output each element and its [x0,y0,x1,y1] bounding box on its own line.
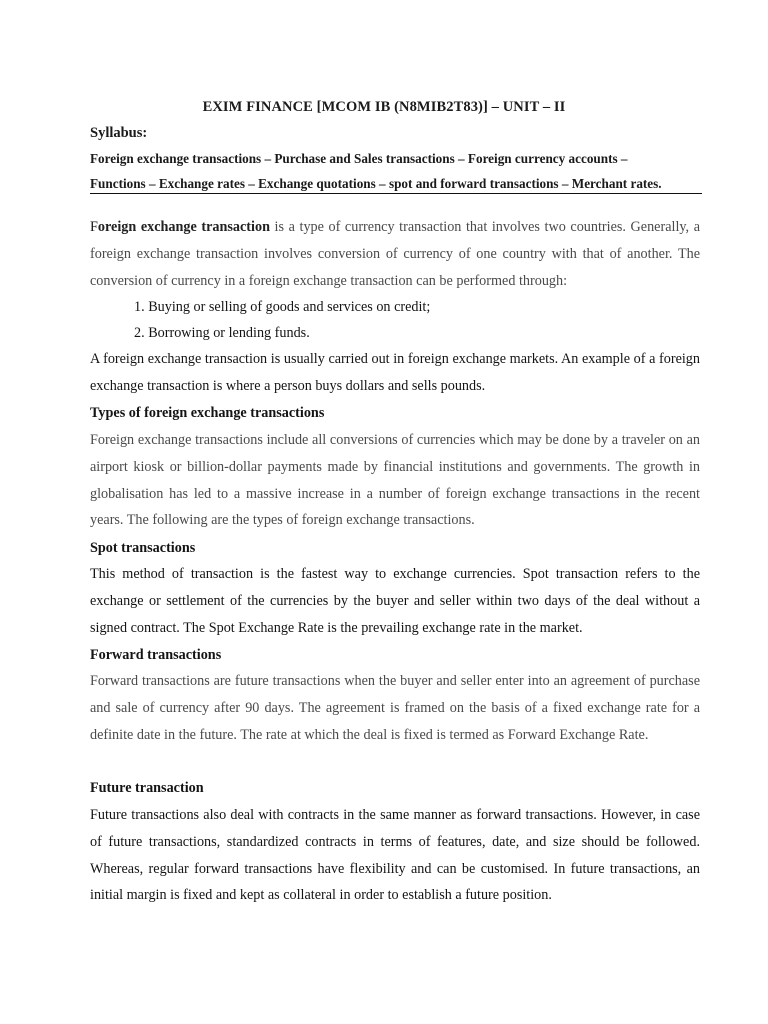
syllabus-label: Syllabus: [90,125,148,141]
intro-list-item-1: 1. Buying or selling of goods and services on credit; [134,299,431,315]
intro-first-letter: F [90,219,98,235]
syllabus-underline [90,193,702,194]
document-title: EXIM FINANCE [MCOM IB (N8MIB2T83)] – UNIT – II [202,99,566,115]
syllabus-line-2: Functions – Exchange rates – Exchange quotations – spot and forward transactions – Merchant rates. [90,176,662,191]
intro-text: is a type of currency transaction that involves two countries. Generally, a foreign exchange transaction involves conversion of currency of one country with that of another. The conversion of currency in a foreign exchange transaction can be performed through: [90,219,700,289]
types-paragraph: Foreign exchange transactions include all conversions of currencies which may be done by a traveler on an airport kiosk or billion-dollar payments made by financial institutions and governments. The growth in globalisation has led to a massive increase in a number of foreign exchange transactions in the recent years. The following are the types of foreign exchange transactions. [90,432,700,529]
spot-paragraph: This method of transaction is the fastest way to exchange currencies. Spot transaction refers to the exchange or settlement of the currencies by the buyer and seller within two days of the deal without a signed contract. The Spot Exchange Rate is the prevailing exchange rate in the market. [90,566,700,636]
intro-list-item-2: 2. Borrowing or lending funds. [134,325,310,341]
forward-paragraph: Forward transactions are future transactions when the buyer and seller enter into an agreement of purchase and sale of currency after 90 days. The agreement is framed on the basis of a fixed exchange rate for a definite date in the future. The rate at which the deal is fixed is termed as Forward Exchange Rate. [90,673,700,743]
types-heading: Types of foreign exchange transactions [90,405,325,421]
intro-closing-paragraph: A foreign exchange transaction is usually carried out in foreign exchange markets. An example of a foreign exchange transaction is where a person buys dollars and sells pounds. [90,351,700,394]
intro-paragraph [90,214,700,294]
forward-heading: Forward transactions [90,647,222,663]
spot-heading: Spot transactions [90,540,196,556]
syllabus-line-1: Foreign exchange transactions – Purchase and Sales transactions – Foreign currency accounts – [90,151,628,166]
future-paragraph: Future transactions also deal with contracts in the same manner as forward transactions. However, in case of future transactions, standardized contracts in terms of features, date, and size should be followed. Whereas, regular forward transactions have flexibility and can be customised. In future transactions, an initial margin is fixed and kept as collateral in order to establish a future position. [90,807,700,904]
intro-bold-lead: oreign exchange transaction [97,219,270,235]
future-heading: Future transaction [90,780,204,796]
